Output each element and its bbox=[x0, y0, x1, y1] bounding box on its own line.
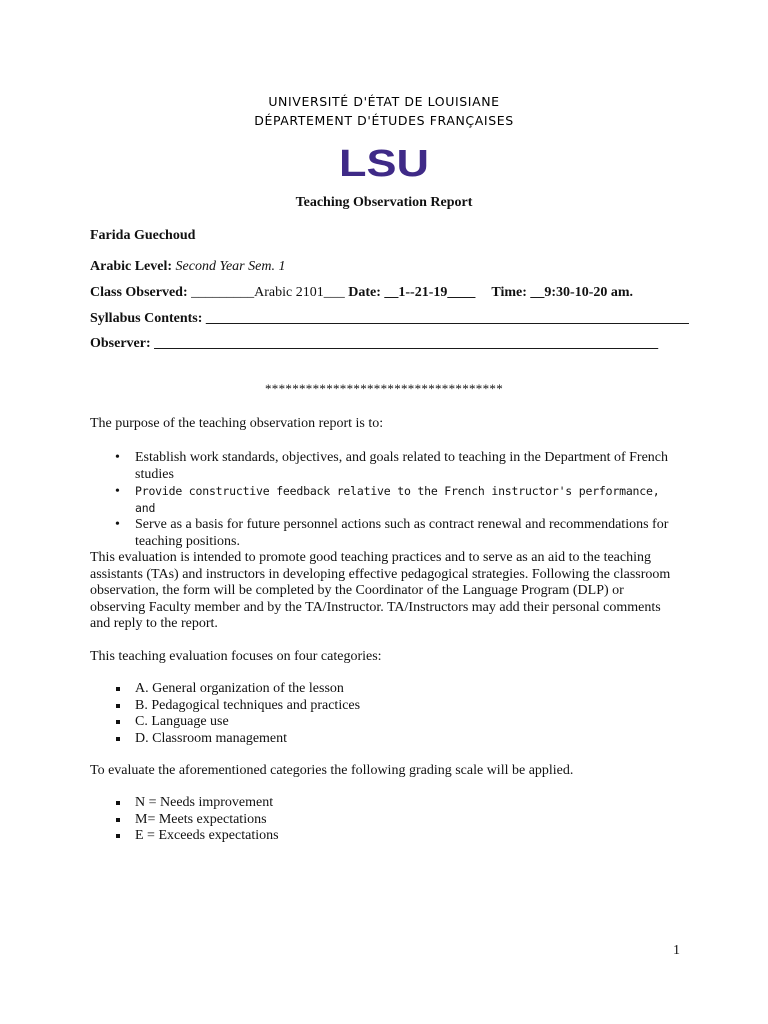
class-blank-pre: _________ bbox=[187, 285, 255, 300]
square-bullet-icon bbox=[116, 737, 120, 741]
bullet-icon: • bbox=[115, 450, 120, 465]
list-item bbox=[90, 795, 680, 812]
class-observed-label: Class Observed: bbox=[90, 285, 188, 300]
scale-list bbox=[90, 795, 680, 845]
square-bullet-icon bbox=[116, 704, 120, 708]
square-bullet-icon bbox=[116, 834, 120, 838]
list-item-text: Provide constructive feedback relative to the French instructor's performance, and bbox=[135, 484, 660, 515]
scale-intro: To evaluate the aforementioned categories the following grading scale will be applied. bbox=[90, 763, 574, 778]
observer-blank: ________________________________________________________________________ bbox=[150, 336, 659, 351]
class-observed-line bbox=[90, 285, 633, 301]
syllabus-blank: _____________________________________________________________________ bbox=[202, 311, 689, 326]
list-item-text: C. Language use bbox=[135, 714, 229, 729]
class-value: Arabic 2101 bbox=[254, 285, 324, 300]
syllabus-label: Syllabus Contents: bbox=[90, 311, 203, 326]
instructor-name: Farida Guechoud bbox=[90, 228, 196, 243]
list-item bbox=[90, 483, 680, 517]
list-item-text: Establish work standards, objectives, and goals related to teaching in the Department of French studies bbox=[135, 450, 669, 482]
list-item bbox=[90, 714, 680, 731]
list-item-text: B. Pedagogical techniques and practices bbox=[135, 697, 361, 713]
list-item-text: D. Classroom management bbox=[135, 730, 288, 746]
arabic-level-label: Arabic Level: bbox=[90, 259, 173, 274]
list-item-text: A. General organization of the lesson bbox=[135, 681, 344, 696]
square-bullet-icon bbox=[116, 720, 120, 724]
list-item-text: Serve as a basis for future personnel actions such as contract renewal and recommendations for teaching positions. bbox=[135, 517, 669, 549]
department-name: DÉPARTEMENT D'ÉTUDES FRANÇAISES bbox=[254, 113, 514, 128]
lsu-logo bbox=[338, 146, 430, 180]
observer-label: Observer: bbox=[90, 336, 151, 351]
list-item bbox=[90, 731, 680, 748]
list-item bbox=[90, 812, 680, 829]
observer-line bbox=[90, 336, 658, 352]
list-item-text: N = Needs improvement bbox=[135, 795, 274, 810]
report-title: Teaching Observation Report bbox=[295, 195, 473, 210]
list-item bbox=[90, 517, 680, 550]
page-number: 1 bbox=[673, 943, 680, 958]
evaluation-paragraph: This evaluation is intended to promote good teaching practices and to serve as an aid to the teaching assistants (TAs) and instructors in developing effective pedagogical strategies. Following the classroom observation, the form will be completed by the Coordinator of the Language Program (DLP) or observing Faculty member and by the TA/Instructor. TA/Instructors may add their personal comments and reply to the report. bbox=[90, 550, 671, 631]
separator-stars: *********************************** bbox=[265, 381, 503, 396]
list-item bbox=[90, 828, 680, 845]
arabic-level-value: Second Year Sem. 1 bbox=[175, 259, 286, 274]
syllabus-line bbox=[90, 311, 689, 327]
date-label: Date: bbox=[344, 285, 381, 300]
list-item bbox=[90, 450, 680, 483]
time-value: __9:30-10-20 am. bbox=[526, 285, 634, 300]
time-label: Time: bbox=[491, 285, 527, 300]
square-bullet-icon bbox=[116, 687, 120, 691]
categories-list bbox=[90, 681, 680, 747]
list-item-text: M= Meets expectations bbox=[135, 811, 267, 827]
bullet-icon: • bbox=[115, 484, 120, 499]
square-bullet-icon bbox=[116, 801, 120, 805]
categories-intro: This teaching evaluation focuses on four categories: bbox=[90, 649, 382, 664]
arabic-level-line bbox=[90, 259, 285, 275]
date-value: __1--21-19____ bbox=[380, 285, 476, 300]
bullet-icon: • bbox=[115, 517, 120, 532]
list-item bbox=[90, 681, 680, 698]
university-name: UNIVERSITÉ D'ÉTAT DE LOUISIANE bbox=[268, 94, 500, 109]
lsu-logo-text: LSU bbox=[339, 146, 429, 180]
list-item bbox=[90, 698, 680, 715]
purpose-list bbox=[90, 450, 680, 550]
square-bullet-icon bbox=[116, 818, 120, 822]
class-blank-post: ___ bbox=[323, 285, 345, 300]
purpose-intro: The purpose of the teaching observation report is to: bbox=[90, 416, 384, 431]
list-item-text: E = Exceeds expectations bbox=[135, 828, 279, 843]
